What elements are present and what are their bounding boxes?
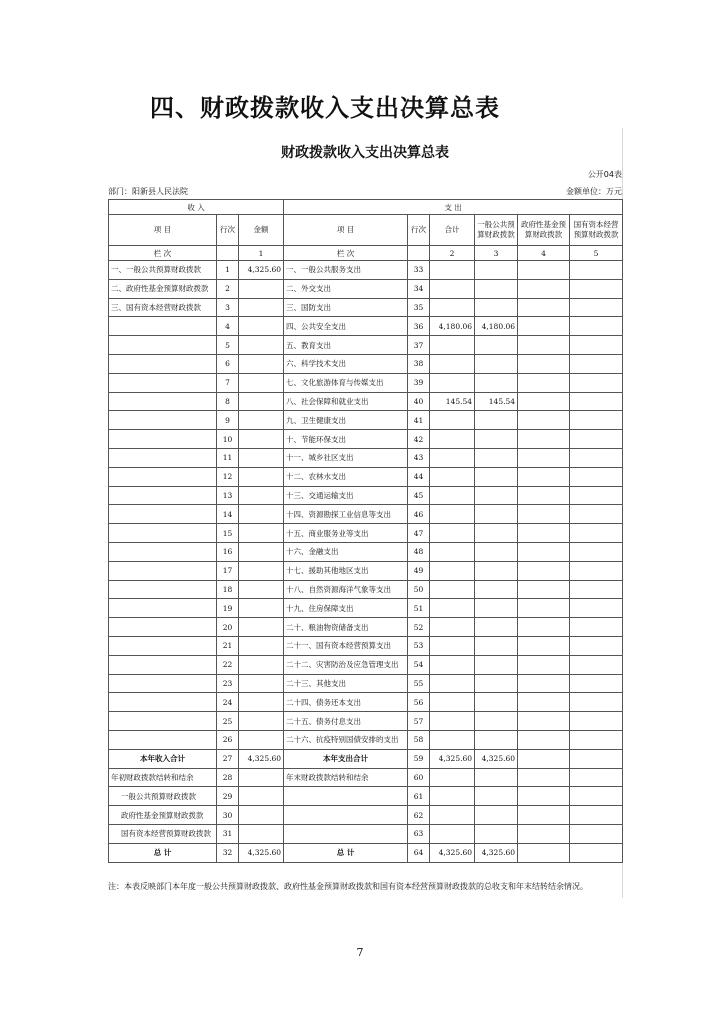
expense-header: 支 出 — [284, 200, 623, 215]
carry-row: 政府性基金预算财政拨款 30 62 — [109, 806, 623, 825]
table-row: 13 十三、交通运输支出 45 — [109, 486, 623, 505]
income-header: 收 入 — [109, 200, 284, 215]
total-header: 合计 — [430, 215, 475, 246]
unit-label: 金额单位：万元 — [566, 187, 622, 196]
page-heading: 四、财政拨款收入支出决算总表 — [150, 94, 500, 122]
table-row: 三、国有资本经营财政拨款 3 三、国防支出 35 — [109, 298, 623, 317]
income-item-header: 项 目 — [109, 215, 217, 246]
table-row: 5 五、教育支出 37 — [109, 336, 623, 355]
table-row: 一、一般公共预算财政拨款 1 4,325.60 一、一般公共服务支出 33 — [109, 261, 623, 280]
table-row: 19 十九、住房保障支出 51 — [109, 599, 623, 618]
income-line-header: 行次 — [217, 215, 239, 246]
carry-row: 国有资本经营预算财政拨款 31 63 — [109, 824, 623, 843]
income-amount-header: 金额 — [239, 215, 284, 246]
col-number-4: 4 — [518, 246, 570, 261]
table-row: 10 十、节能环保支出 42 — [109, 430, 623, 449]
table-row: 15 十五、商业服务业等支出 47 — [109, 524, 623, 543]
gov-fund-header: 政府性基金预算财政拨款 — [518, 215, 570, 246]
col-number-5: 5 — [570, 246, 623, 261]
table-row: 8 八、社会保障和就业支出 40 145.54 145.54 — [109, 392, 623, 411]
table-row: 16 十六、金融支出 48 — [109, 542, 623, 561]
table-row: 25 二十五、债务付息支出 57 — [109, 712, 623, 731]
table-row: 26 二十六、抗疫特别国债安排的支出 58 — [109, 730, 623, 749]
col-number-2: 2 — [430, 246, 475, 261]
income-col-label: 栏 次 — [109, 246, 217, 261]
table-row: 21 二十一、国有资本经营预算支出 53 — [109, 636, 623, 655]
table-row: 17 十七、援助其他地区支出 49 — [109, 561, 623, 580]
state-capital-header: 国有资本经营预算财政拨款 — [570, 215, 623, 246]
form-code: 公开04表 — [587, 170, 622, 179]
table-row: 14 十四、资源勘探工业信息等支出 46 — [109, 505, 623, 524]
table-row: 4 四、公共安全支出 36 4,180.06 4,180.06 — [109, 317, 623, 336]
year-total-row: 本年收入合计 27 4,325.60 本年支出合计 59 4,325.60 4,325.60 — [109, 749, 623, 768]
table-row: 18 十八、自然资源海洋气象等支出 50 — [109, 580, 623, 599]
page-number: 7 — [356, 946, 364, 959]
expense-col-label: 栏 次 — [284, 246, 408, 261]
table-row: 20 二十、粮油物资储备支出 52 — [109, 618, 623, 637]
col-number-3: 3 — [475, 246, 518, 261]
table-row: 6 六、科学技术支出 38 — [109, 354, 623, 373]
table-row: 24 二十四、债务还本支出 56 — [109, 693, 623, 712]
department-label: 部门：阳新县人民法院 — [108, 187, 188, 196]
table-row: 23 二十三、其他支出 55 — [109, 674, 623, 693]
col-number-1: 1 — [239, 246, 284, 261]
table-note: 注：本表反映部门本年度一般公共预算财政拨款、政府性基金预算财政拨款和国有资本经营预算财政拨款的总收支和年末结转结余情况。 — [108, 882, 588, 891]
table-row: 12 十二、农林水支出 44 — [109, 467, 623, 486]
table-row: 二、政府性基金预算财政拨款 2 二、外交支出 34 — [109, 279, 623, 298]
carry-row: 年初财政拨款结转和结余 28 年末财政拨款结转和结余 60 — [109, 768, 623, 787]
table-row: 7 七、文化旅游体育与传媒支出 39 — [109, 373, 623, 392]
fiscal-table — [108, 199, 623, 863]
carry-row: 一般公共预算财政拨款 29 61 — [109, 787, 623, 806]
table-row: 9 九、卫生健康支出 41 — [109, 411, 623, 430]
general-budget-header: 一般公共预算财政拨款 — [475, 215, 518, 246]
expense-line-header: 行次 — [408, 215, 430, 246]
table-row: 22 二十二、灾害防治及应急管理支出 54 — [109, 655, 623, 674]
grand-total-row: 总 计 32 4,325.60 总 计 64 4,325.60 4,325.60 — [109, 843, 623, 862]
table-row: 11 十一、城乡社区支出 43 — [109, 448, 623, 467]
table-title: 财政拨款收入支出决算总表 — [281, 145, 449, 161]
expense-item-header: 项 目 — [284, 215, 408, 246]
